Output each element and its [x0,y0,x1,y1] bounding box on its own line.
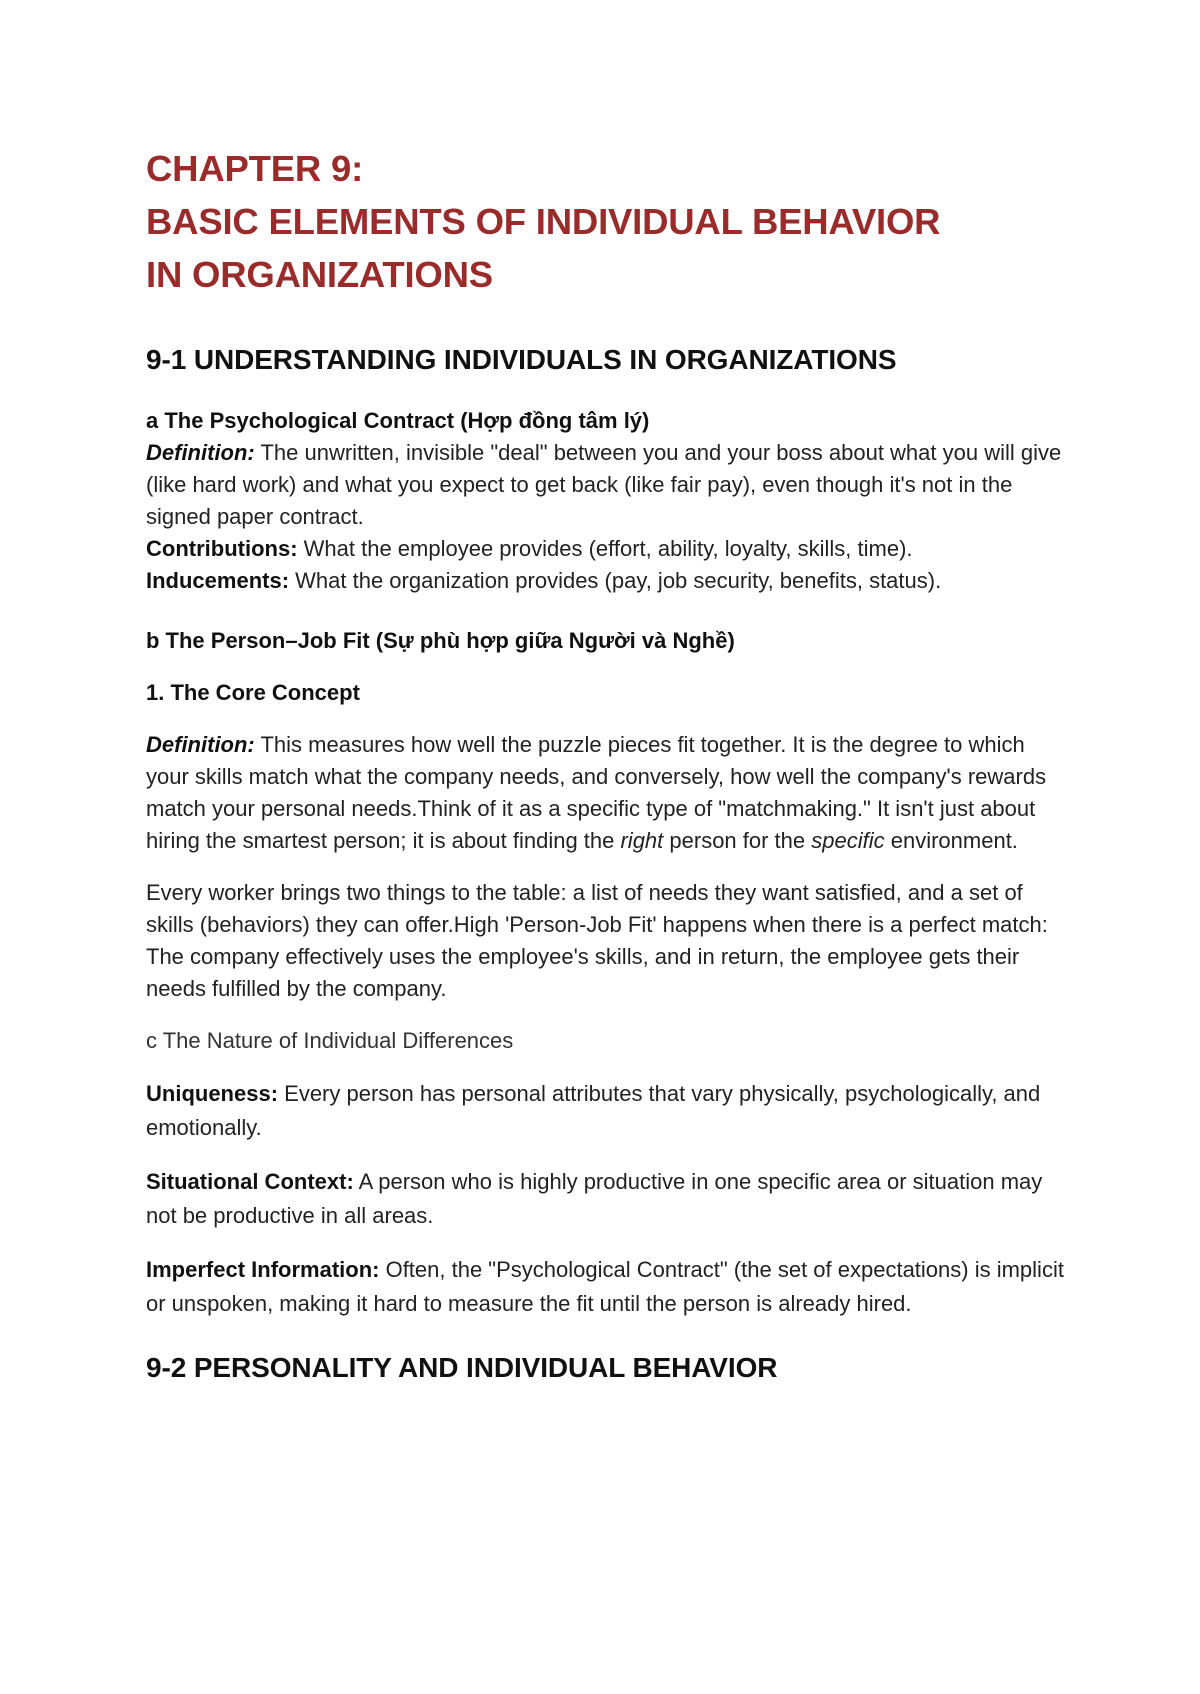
contributions-text: What the employee provides (effort, ability, loyalty, skills, time). [297,536,913,561]
situational-text: A person who is highly productive in one specific area or situation may not be productive in all areas. [146,1169,1043,1228]
chapter-title-line-1: BASIC ELEMENTS OF INDIVIDUAL BEHAVIOR [146,201,941,242]
section-heading-9-2: 9-2 PERSONALITY AND INDIVIDUAL BEHAVIOR [146,1352,778,1383]
subheading-psychological-contract: a The Psychological Contract (Hợp đồng tâm lý) [146,408,650,433]
document-page [146,142,1066,1385]
subheading-individual-differences: c The Nature of Individual Differences [146,1028,514,1053]
subheading-core-concept: 1. The Core Concept [146,680,360,705]
section-heading-9-1: 9-1 UNDERSTANDING INDIVIDUALS IN ORGANIZATIONS [146,344,897,375]
situational-label: Situational Context: [146,1169,354,1194]
imperfect-label: Imperfect Information: [146,1257,380,1282]
uniqueness-paragraph [146,1077,1066,1145]
chapter-title-line-2: IN ORGANIZATIONS [146,254,493,295]
imperfect-text: Often, the "Psychological Contract" (the set of expectations) is implicit or unspoken, making it hard to measure the fit until the person is already hired. [146,1257,1064,1316]
core-definition-text-3: environment. [884,828,1018,853]
definition-paragraph [146,437,1066,533]
subheading-person-job-fit: b The Person–Job Fit (Sự phù hợp giữa Người và Nghề) [146,628,735,653]
uniqueness-text: Every person has personal attributes that vary physically, psychologically, and emotionally. [146,1081,1041,1140]
core-definition-text-2: person for the [663,828,812,853]
inducements-label: Inducements: [146,568,290,593]
contributions-paragraph [146,533,1066,565]
imperfect-paragraph [146,1253,1066,1321]
core-definition-label: Definition: [146,732,255,757]
every-worker-paragraph: Every worker brings two things to the table: a list of needs they want satisfied, and a set of skills (behaviors) they can offer.High 'Person-Job Fit' happens when there is a perfect match: The company effectively uses the employee's skills, and in return, the employee gets their needs fulfilled by the company. [146,880,1048,1001]
inducements-paragraph [146,565,1066,597]
inducements-text: What the organization provides (pay, job security, benefits, status). [289,568,942,593]
core-definition-paragraph [146,729,1066,857]
definition-text: The unwritten, invisible "deal" between you and your boss about what you will give (like hard work) and what you expect to get back (like fair pay), even though it's not in the signed paper contract. [146,440,1062,529]
core-definition-text: This measures how well the puzzle pieces fit together. It is the degree to which your skills match what the company needs, and conversely, how well the company's rewards match your personal needs.Think of it as a specific type of "matchmaking." It isn't just about hiring the smartest person; it is about finding the [146,732,1047,853]
chapter-number: CHAPTER 9: [146,148,364,189]
situational-paragraph [146,1165,1066,1233]
definition-label: Definition: [146,440,255,465]
chapter-title [146,142,1066,301]
emphasis-right: right [620,828,664,853]
emphasis-specific: specific [811,828,885,853]
uniqueness-label: Uniqueness: [146,1081,279,1106]
contributions-label: Contributions: [146,536,298,561]
